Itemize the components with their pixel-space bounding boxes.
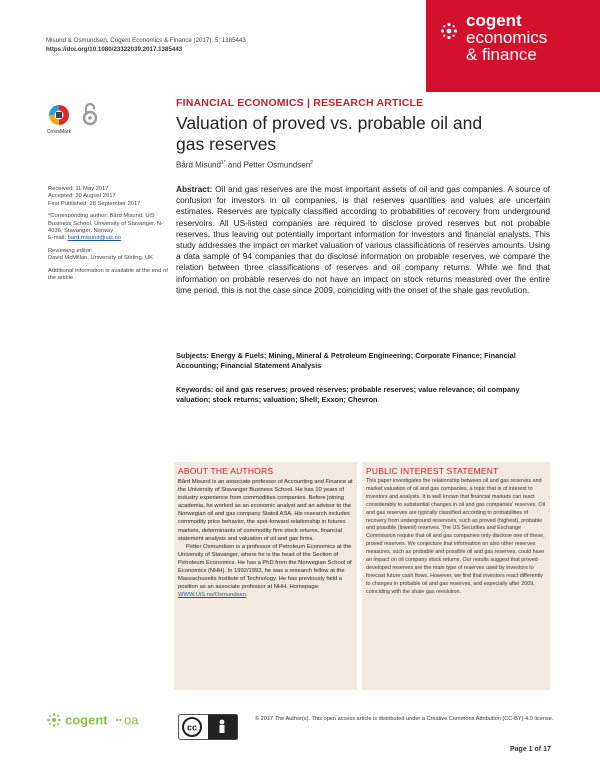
public-interest-body — [362, 478, 550, 597]
email-link[interactable]: bard.misund@uis.no — [67, 235, 121, 242]
footer-brand-suffix: oa — [124, 712, 139, 728]
author-2[interactable]: Petter Osmundsen — [243, 160, 311, 170]
homepage-link[interactable]: WWW.UiS.no/Osmundsen — [178, 592, 246, 599]
public-interest-text: This paper investigates the relationship between oil and gas reserves and market valuation of oil and gas companies, a topic that is of interest to investors and analysts. It is well known that financial markets can react considerably to substantial changes in oil and gas companies' reserves. Oil and gas reserves are typically classified according to probabilities of recovery from underground reservoirs, such as proved (highest), probable and possible (lowest) reserves. The US Securities and Exchange Commission require that oil and gas companies only disclose one of these, proved reserves. We conjecture that information on also other reserves measures, such as probable and possible oil and gas reserves, could have an impact on oil company stock returns. Our results suggest that proved developed reserves are the main type of reserves used by investors to forecast future cash flows. However, we find that investors react differently to changes in probable oil and gas reserves, and especially after 2009, coinciding with the shale gas revolution. — [366, 478, 546, 595]
cogent-oa-logo — [46, 712, 156, 728]
about-authors-body — [174, 478, 357, 599]
logo-line3: & finance — [466, 45, 537, 64]
page-number: Page 1 of 17 — [510, 746, 551, 753]
license-statement: © 2017 The Author(s). This open access article is distributed under a Creative Commons Attribution (CC-BY) 4.0 license. — [255, 716, 554, 722]
author-1[interactable]: Bård Misund — [176, 160, 221, 170]
keywords: Keywords: oil and gas reserves; proved reserves; probable reserves; value relevance; oil company valuation; stock returns; valuation; Shell; Exxon; Chevron — [176, 385, 520, 404]
open-access-icon — [80, 102, 100, 126]
author-line — [176, 160, 313, 170]
crossmark-icon[interactable] — [48, 104, 70, 130]
journal-logo-text — [466, 12, 547, 63]
article-title: Valuation of proved vs. probable oil and gas reserves — [176, 113, 483, 154]
received-date: Received: 11 May 2017 — [48, 186, 109, 192]
published-date: First Published: 28 September 2017 — [48, 200, 141, 207]
journal-logo — [426, 0, 600, 92]
author-2-affiliation: 2 — [310, 160, 313, 166]
accepted-date: Accepted: 30 August 2017 — [48, 193, 116, 200]
cc-by-license-icon[interactable] — [178, 714, 238, 740]
abstract-text: Oil and gas reserves are the most important assets of oil and gas companies. A source of confusion for investors in oil companies, is that reserves quantities and values are uncertain estimates. Reserves are typically classified according to probabilities of recovery from underground reservoirs. All US-listed companies are required to disclose proved reserves but not probable reserves, thus leaving out potentially important information for investors and financial analysts. This study addresses the impact on market valuation of various classifications of reserves amounts. Using a data sample of 94 companies that do disclose information on probable reserves, we compare the relation between three classifications of reserves and oil company returns. While we find that information on probable reserves do not have an impact on stock returns measured over the entire time period, this is not the case since 2009, coinciding with the onset of the shale gas revolution. — [176, 184, 550, 295]
email-label: E-mail: — [48, 235, 68, 242]
abstract-label: Abstract: — [176, 184, 213, 194]
doi-link[interactable]: https://doi.org/10.1080/23322039.2017.1385443 — [46, 46, 183, 53]
reviewing-editor: David McMillan, University of Stirling, UK — [48, 255, 154, 262]
about-author-2 — [178, 543, 353, 600]
cc-label: cc — [186, 722, 198, 733]
corresponding-author: *Corresponding author: Bård Misund, UiS Business School, University of Stavanger, N-4036, Stavanger, Norway — [48, 213, 164, 235]
logo-line2: economics — [466, 28, 548, 47]
section-label: FINANCIAL ECONOMICS | RESEARCH ARTICLE — [176, 97, 424, 109]
about-authors-heading: ABOUT THE AUTHORS — [178, 466, 274, 476]
abstract — [176, 184, 550, 296]
crossmark-label: CrossMark — [46, 129, 72, 135]
public-interest-box — [362, 462, 550, 690]
subjects: Subjects: Energy & Fuels; Mining, Mineral & Petroleum Engineering; Corporate Finance; Financial Accounting; Financial Statement Analysis — [176, 351, 516, 370]
about-author-2-end: . — [245, 592, 248, 599]
about-author-1: Bård Misund is an associate professor of Accounting and Finance at the University of Stavanger Business School. He has 10 years of industry experience from commodities companies. Before joining academia, he worked as an economic analyst and an advisor to the Norwegian oil and gas company Statoil ASA. His research includes commodity price behavior, the spot-forward relationship in futures markets, determinants of commodity firm stock returns, financial statement analysis and valuation of oil and gas firms. — [178, 479, 353, 542]
public-interest-heading: PUBLIC INTEREST STATEMENT — [366, 466, 499, 476]
author-1-affiliation: 1* — [220, 160, 226, 166]
citation-line: Misund & Osmundsen, Cogent Economics & Finance (2017), 5: 1385443 — [46, 37, 246, 44]
logo-brand: cogent — [466, 11, 522, 30]
cogent-bullet-icon — [440, 22, 458, 40]
about-author-2-text: Petter Osmundsen is a professor of Petroleum Economics at the University of Stavanger, where he is the head of the Section of Petroleum Economics. He has a PhD from the Norwegian School of Economics (NHH). In 1992/1993, he was a research fellow at the Massachusetts Institute of Technology. He has previously held a position as an associate professor at NHH. Homepage: — [178, 543, 352, 591]
article-metadata-sidebar — [48, 186, 168, 287]
footer-brand: cogent — [65, 712, 108, 728]
header-citation — [46, 36, 376, 54]
about-authors-box — [174, 462, 357, 690]
additional-information: Additional information is available at the end of the article — [48, 267, 168, 282]
author-separator: and — [225, 160, 244, 170]
reviewing-editor-label: Reviewing editor: — [48, 247, 93, 254]
